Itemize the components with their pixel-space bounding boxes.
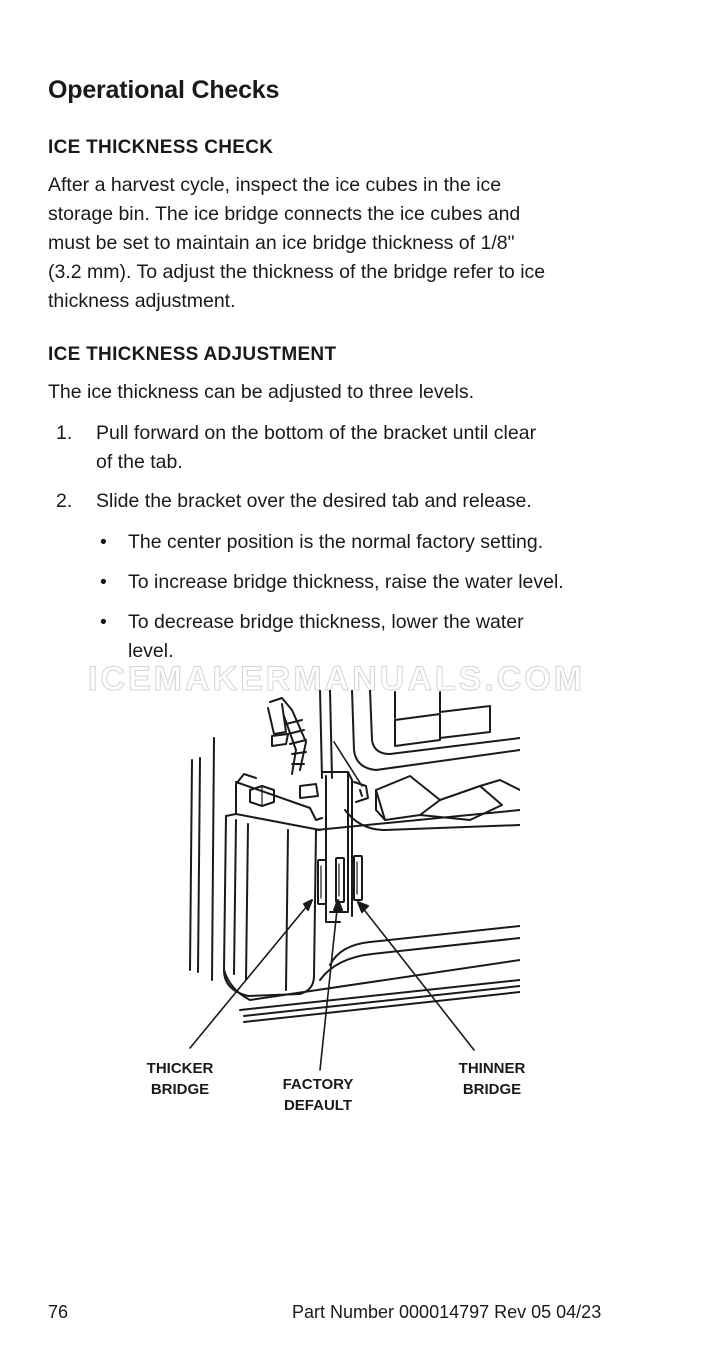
bullet-text [128, 608, 628, 666]
step-line: Slide the bracket over the desired tab and release. [96, 490, 532, 512]
section-heading-ice-thickness-check: ICE THICKNESS CHECK [48, 137, 274, 158]
paragraph-line: storage bin. The ice bridge connects the ice cubes and [48, 203, 521, 225]
section-heading-ice-thickness-adjustment: ICE THICKNESS ADJUSTMENT [48, 344, 337, 365]
page-title: Operational Checks [48, 76, 280, 104]
label-factory-default [270, 1074, 366, 1116]
label-line: THICKER [146, 1060, 214, 1077]
part-number: Part Number 000014797 Rev 05 04/23 [292, 1302, 602, 1322]
bullet-line: To decrease bridge thickness, lower the water [128, 611, 524, 633]
bullet-line: To increase bridge thickness, raise the water level. [128, 571, 564, 593]
label-thicker-bridge [136, 1058, 224, 1100]
label-thinner-bridge [446, 1058, 538, 1100]
step-line: of the tab. [96, 451, 183, 473]
paragraph-line: After a harvest cycle, inspect the ice cubes in the ice [48, 174, 502, 196]
adjustment-intro: The ice thickness can be adjusted to three levels. [48, 381, 474, 403]
bullet-dot: • [100, 531, 107, 553]
bullet-dot: • [100, 611, 107, 633]
label-line: BRIDGE [462, 1081, 522, 1098]
label-line: THINNER [458, 1060, 526, 1077]
bullet-line: The center position is the normal factory setting. [128, 531, 544, 553]
label-line: FACTORY [282, 1076, 354, 1093]
bullet-dot: • [100, 571, 107, 593]
bullet-line: level. [128, 640, 174, 662]
paragraph-line: must be set to maintain an ice bridge thickness of 1/8" [48, 232, 515, 254]
label-line: BRIDGE [150, 1081, 210, 1098]
paragraph-line: thickness adjustment. [48, 290, 236, 312]
step-number: 1. [56, 422, 73, 444]
step-number: 2. [56, 490, 73, 512]
paragraph-line: (3.2 mm). To adjust the thickness of the bridge refer to ice [48, 261, 546, 283]
label-line: DEFAULT [283, 1097, 353, 1114]
bullet-text [128, 568, 628, 597]
step-text [96, 419, 636, 477]
bullet-text [128, 528, 628, 557]
step-line: Pull forward on the bottom of the bracket until clear [96, 422, 537, 444]
page-number: 76 [48, 1302, 69, 1322]
step-text [96, 487, 636, 516]
watermark: ICEMAKERMANUALS.COM [88, 660, 586, 698]
ice-thickness-check-paragraph [48, 171, 648, 316]
